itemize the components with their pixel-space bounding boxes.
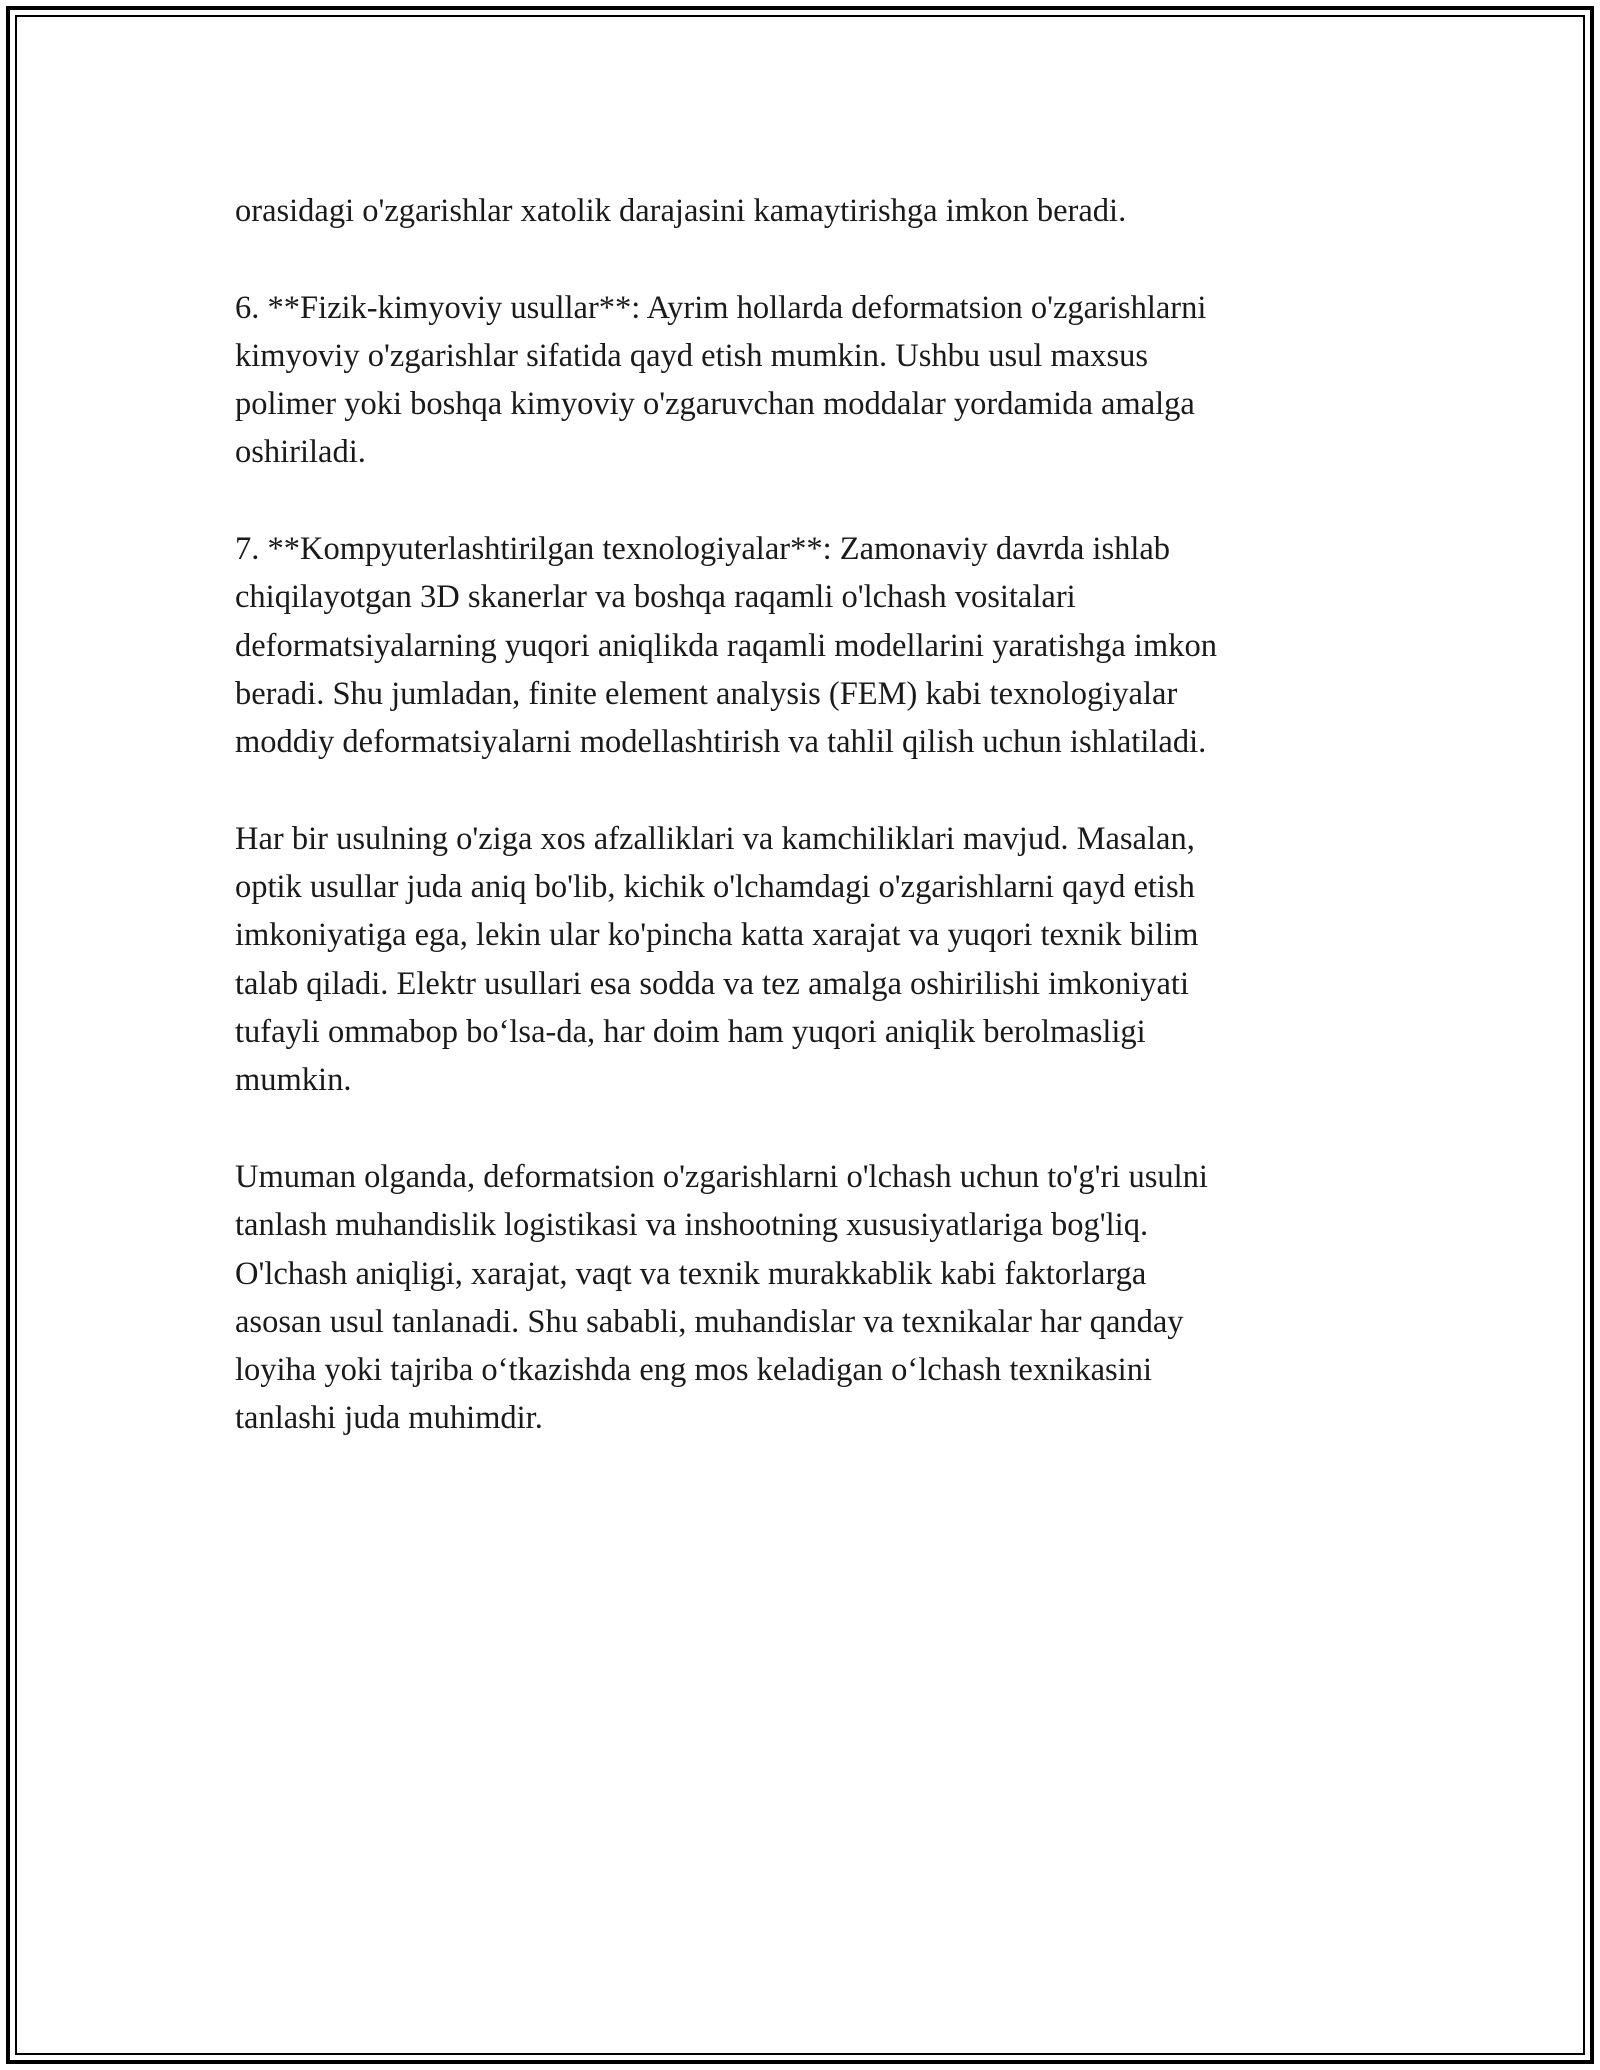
text-line: O'lchash aniqligi, xarajat, vaqt va texnik murakkablik kabi faktorlarga	[235, 1255, 1147, 1292]
text-line: oshiriladi.	[235, 434, 366, 471]
text-line: tufayli ommabop bo‘lsa-da, har doim ham yuqori aniqlik berolmasligi	[235, 1014, 1146, 1051]
text-line: tanlash muhandislik logistikasi va inshootning xususiyatlariga bog'liq.	[235, 1207, 1149, 1244]
text-line: loyiha yoki tajriba o‘tkazishda eng mos keladigan o‘lchash texnikasini	[235, 1352, 1152, 1389]
text-line: tanlashi juda muhimdir.	[235, 1400, 543, 1437]
paragraph-item-6	[235, 284, 1365, 477]
text-line: Har bir usulning o'ziga xos afzalliklari va kamchiliklari mavjud. Masalan,	[235, 820, 1195, 857]
text-line: kimyoviy o'zgarishlar sifatida qayd etish mumkin. Ushbu usul maxsus	[235, 337, 1149, 374]
text-line: polimer yoki boshqa kimyoviy o'zgaruvchan moddalar yordamida amalga	[235, 386, 1195, 423]
paragraph-conclusion	[235, 1153, 1365, 1443]
text-line: asosan usul tanlanadi. Shu sababli, muhandislar va texnikalar har qanday	[235, 1303, 1184, 1340]
text-line: mumkin.	[235, 1062, 352, 1099]
text-line: orasidagi o'zgarishlar xatolik darajasini kamaytirishga imkon beradi.	[235, 193, 1127, 229]
text-line: deformatsiyalarning yuqori aniqlikda raqamli modellarini yaratishga imkon	[235, 627, 1217, 664]
text-line: talab qiladi. Elektr usullari esa sodda va tez amalga oshirilishi imkoniyati	[235, 965, 1189, 1002]
text-line: moddiy deformatsiyalarni modellashtirish va tahlil qilish uchun ishlatiladi.	[235, 724, 1207, 761]
document-body	[235, 187, 1365, 1491]
paragraph-continuation	[235, 187, 1365, 235]
paragraph-item-7	[235, 525, 1365, 766]
text-line: 7. **Kompyuterlashtirilgan texnologiyalar**: Zamonaviy davrda ishlab	[235, 531, 1171, 568]
text-line: chiqilayotgan 3D skanerlar va boshqa raqamli o'lchash vositalari	[235, 579, 1076, 616]
paragraph-comparison	[235, 815, 1365, 1105]
text-line: optik usullar juda aniq bo'lib, kichik o'lchamdagi o'zgarishlarni qayd etish	[235, 869, 1195, 906]
text-line: imkoniyatiga ega, lekin ular ko'pincha katta xarajat va yuqori texnik bilim	[235, 917, 1199, 954]
text-line: Umuman olganda, deformatsion o'zgarishlarni o'lchash uchun to'g'ri usulni	[235, 1158, 1208, 1195]
text-line: beradi. Shu jumladan, finite element analysis (FEM) kabi texnologiyalar	[235, 675, 1178, 712]
text-line: 6. **Fizik-kimyoviy usullar**: Ayrim hollarda deformatsion o'zgarishlarni	[235, 289, 1207, 326]
